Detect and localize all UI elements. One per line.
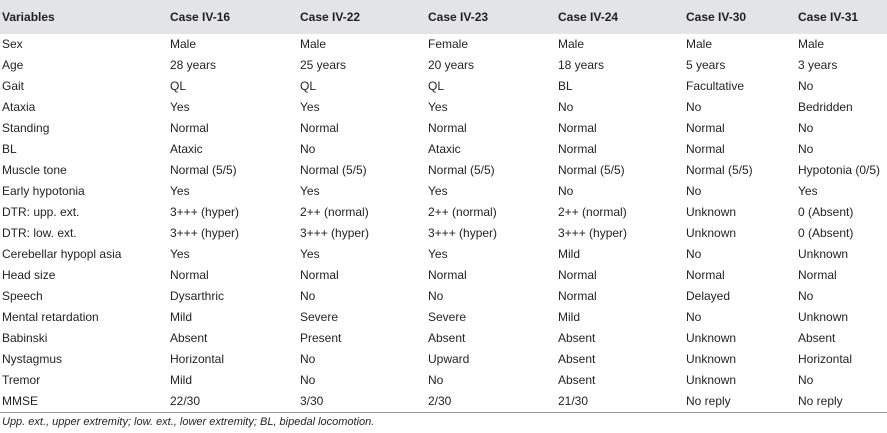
table-cell: No	[428, 373, 444, 387]
row-variable-label: Gait	[2, 79, 25, 93]
row-variable-label: Babinski	[2, 331, 48, 345]
table-cell: Mild	[558, 247, 581, 261]
row-variable-label: DTR: low. ext.	[2, 226, 77, 240]
table-cell: 3+++ (hyper)	[170, 205, 240, 219]
table-cell: No	[300, 373, 316, 387]
table-row	[0, 265, 887, 286]
table-cell: No	[798, 121, 814, 135]
table-row	[0, 202, 887, 223]
table-row	[0, 181, 887, 202]
table-cell: Bedridden	[798, 100, 853, 114]
table-cell: 2++ (normal)	[300, 205, 369, 219]
table-row	[0, 118, 887, 139]
table-body	[0, 34, 887, 413]
table-cell: Absent	[170, 331, 208, 345]
table-cell: Yes	[428, 100, 448, 114]
table-cell: QL	[300, 79, 317, 93]
table-cell: Mild	[558, 310, 581, 324]
table-cell: Severe	[300, 310, 339, 324]
table-row	[0, 55, 887, 76]
table-cell: Normal (5/5)	[686, 163, 753, 177]
table-cell: Ataxic	[170, 142, 203, 156]
table-cell: Horizontal	[170, 352, 225, 366]
table-cell: Upward	[428, 352, 470, 366]
table-cell: Male	[300, 37, 327, 51]
table-cell: 5 years	[686, 58, 726, 72]
table-cell: Unknown	[798, 247, 849, 261]
table-cell: Male	[686, 37, 713, 51]
header-variables: Variables	[2, 10, 55, 24]
header-case: Case IV-30	[686, 10, 747, 24]
table-cell: 3+++ (hyper)	[558, 226, 628, 240]
table-row	[0, 370, 887, 391]
table-cell: Male	[558, 37, 585, 51]
table-cell: Normal	[686, 268, 725, 282]
table-cell: No	[300, 352, 316, 366]
table-cell: No	[686, 310, 702, 324]
table-cell: 3 years	[798, 58, 838, 72]
table-cell: No	[798, 142, 814, 156]
table-cell: Unknown	[686, 352, 737, 366]
row-variable-label: Standing	[2, 121, 50, 135]
table-cell: QL	[428, 79, 445, 93]
table-cell: Normal	[300, 268, 339, 282]
table-cell: Normal	[558, 289, 597, 303]
header-row	[0, 0, 887, 34]
row-variable-label: Nystagmus	[2, 352, 63, 366]
table-cell: Yes	[170, 247, 190, 261]
table-cell: No reply	[796, 391, 887, 413]
table-cell: Delayed	[686, 289, 731, 303]
table-cell: Yes	[300, 184, 320, 198]
table-cell: Normal	[558, 121, 597, 135]
table-cell: 0 (Absent)	[798, 205, 854, 219]
row-variable-label: Sex	[2, 37, 23, 51]
table-row	[0, 160, 887, 181]
table-cell: 28 years	[170, 58, 217, 72]
table-cell: Yes	[300, 100, 320, 114]
table-cell: Male	[170, 37, 197, 51]
table-cell: Unknown	[686, 331, 737, 345]
table-cell: 21/30	[556, 391, 684, 413]
table-cell: 20 years	[428, 58, 475, 72]
table-cell: Normal (5/5)	[428, 163, 495, 177]
table-cell: Dysarthric	[170, 289, 225, 303]
table-cell: Normal	[798, 268, 837, 282]
table-cell: Mild	[170, 373, 193, 387]
table-cell: Mild	[170, 310, 193, 324]
row-variable-label: Speech	[2, 289, 43, 303]
table-cell: Yes	[798, 184, 818, 198]
table-row	[0, 286, 887, 307]
table-cell: QL	[170, 79, 187, 93]
table-cell: Normal	[686, 121, 725, 135]
table-cell: Severe	[428, 310, 467, 324]
table-cell: Normal (5/5)	[170, 163, 237, 177]
row-variable-label: Age	[2, 58, 24, 72]
table-cell: Normal	[170, 121, 209, 135]
table-cell: Absent	[558, 331, 596, 345]
table-row	[0, 223, 887, 244]
table-cell: No	[686, 184, 702, 198]
table-row	[0, 76, 887, 97]
table-cell: 2++ (normal)	[428, 205, 497, 219]
table-cell: No	[558, 100, 574, 114]
row-variable-label: BL	[2, 142, 17, 156]
table-cell: 2++ (normal)	[558, 205, 627, 219]
table-cell: No	[300, 142, 316, 156]
row-variable-label: Ataxia	[2, 100, 36, 114]
table-cell: Female	[428, 37, 469, 51]
row-variable-label: Head size	[2, 268, 56, 282]
table-cell: 25 years	[300, 58, 347, 72]
header-case: Case IV-24	[558, 10, 619, 24]
table-cell: 2/30	[426, 391, 556, 413]
table-cell: Yes	[170, 100, 190, 114]
table-cell: Facultative	[686, 79, 745, 93]
row-variable-label: MMSE	[0, 391, 168, 413]
table-cell: Normal	[428, 121, 467, 135]
table-cell: No	[428, 289, 444, 303]
table-cell: Normal (5/5)	[558, 163, 625, 177]
table-cell: Normal	[558, 142, 597, 156]
table-cell: Male	[798, 37, 825, 51]
table-cell: Horizontal	[798, 352, 853, 366]
table-cell: Normal	[428, 268, 467, 282]
table-cell: No	[300, 289, 316, 303]
table-cell: No	[686, 100, 702, 114]
table-cell: Unknown	[798, 310, 849, 324]
table-row	[0, 391, 887, 413]
table-cell: No	[798, 373, 814, 387]
table-row	[0, 307, 887, 328]
row-variable-label: DTR: upp. ext.	[2, 205, 80, 219]
table-row	[0, 244, 887, 265]
table-cell: 22/30	[168, 391, 298, 413]
table-cell: No	[686, 247, 702, 261]
table-header	[0, 0, 887, 34]
table-cell: Present	[300, 331, 342, 345]
header-case: Case IV-22	[300, 10, 361, 24]
row-variable-label: Cerebellar hypopl asia	[2, 247, 122, 261]
table-cell: Normal (5/5)	[300, 163, 367, 177]
row-variable-label: Tremor	[2, 373, 41, 387]
table-cell: Yes	[428, 184, 448, 198]
table-cell: 3/30	[298, 391, 426, 413]
table-cell: Absent	[798, 331, 836, 345]
table-cell: Yes	[300, 247, 320, 261]
table-cell: Normal	[170, 268, 209, 282]
table-row	[0, 328, 887, 349]
table-cell: Unknown	[686, 226, 737, 240]
table-cell: Ataxic	[428, 142, 461, 156]
table-cell: 18 years	[558, 58, 605, 72]
table-cell: Normal	[558, 268, 597, 282]
row-variable-label: Early hypotonia	[2, 184, 85, 198]
table-footnote: Upp. ext., upper extremity; low. ext., lower extremity; BL, bipedal locomotion.	[2, 416, 375, 428]
table-cell: No	[558, 184, 574, 198]
table-cell: Hypotonia (0/5)	[798, 163, 881, 177]
header-case: Case IV-31	[798, 10, 859, 24]
table-cell: Absent	[428, 331, 466, 345]
table-cell: 3+++ (hyper)	[170, 226, 240, 240]
header-case: Case IV-23	[428, 10, 489, 24]
table-cell: Absent	[558, 352, 596, 366]
table-cell: Absent	[558, 373, 596, 387]
table-cell: Unknown	[686, 373, 737, 387]
table-row	[0, 34, 887, 55]
table-cell: Yes	[170, 184, 190, 198]
table-cell: 3+++ (hyper)	[428, 226, 498, 240]
table-cell: No	[798, 79, 814, 93]
table-cell: No	[798, 289, 814, 303]
table-cell: 3+++ (hyper)	[300, 226, 370, 240]
row-variable-label: Muscle tone	[2, 163, 67, 177]
table-cell: 0 (Absent)	[798, 226, 854, 240]
table-cell: Normal	[300, 121, 339, 135]
row-variable-label: Mental retardation	[2, 310, 99, 324]
table-cell: No reply	[684, 391, 796, 413]
header-case: Case IV-16	[170, 10, 231, 24]
table-cell: Unknown	[686, 205, 737, 219]
table-cell: Normal	[686, 142, 725, 156]
table-cell: BL	[558, 79, 573, 93]
table-cell: Yes	[428, 247, 448, 261]
table-row	[0, 97, 887, 118]
table-row	[0, 139, 887, 160]
table-row	[0, 349, 887, 370]
